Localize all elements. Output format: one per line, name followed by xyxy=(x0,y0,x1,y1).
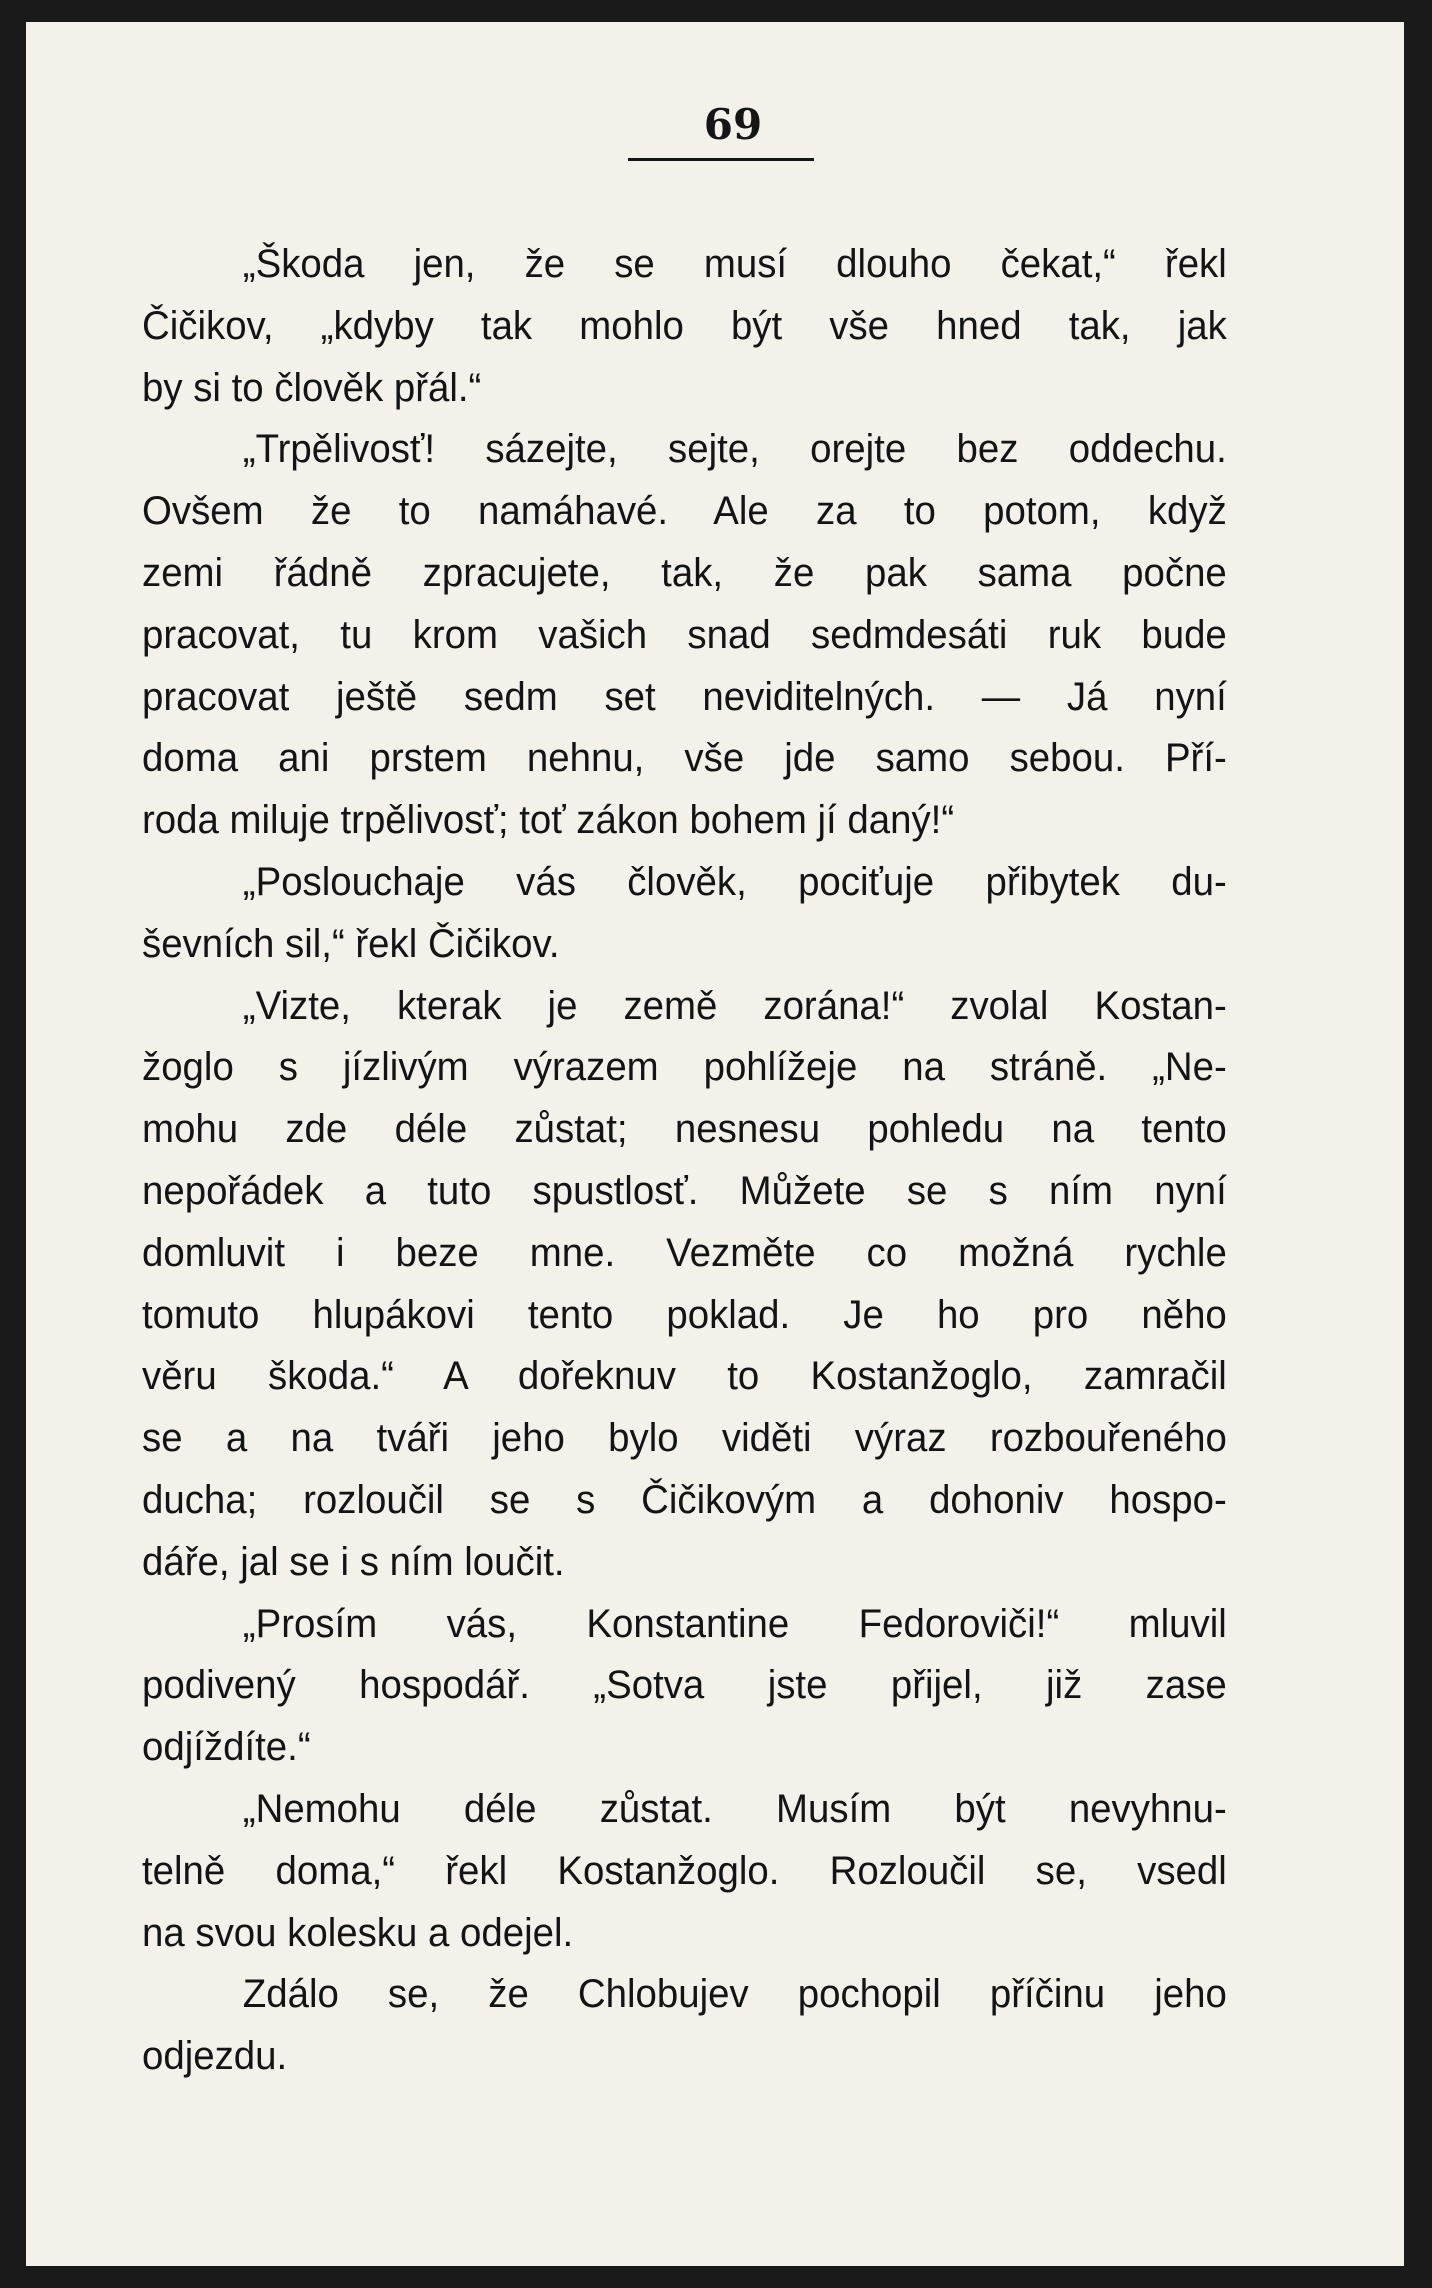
text-line: by si to člověk přál.“ xyxy=(142,365,482,410)
text-line: „Nemohu déle zůstat. Musím být nevyhnu- xyxy=(242,1786,1227,1831)
text-line: domluvit i beze mne. Vezměte co možná rychle xyxy=(142,1230,1227,1275)
text-line: doma ani prstem nehnu, vše jde samo sebou. Pří- xyxy=(142,736,1227,781)
text-line: pracovat ještě sedm set neviditelných. — Já nyní xyxy=(142,674,1227,719)
text-line: Zdálo se, že Chlobujev pochopil příčinu jeho xyxy=(242,1972,1227,2017)
text-line: mohu zde déle zůstat; nesnesu pohledu na tento xyxy=(142,1107,1227,1152)
text-line: „Škoda jen, že se musí dlouho čekat,“ řekl xyxy=(242,242,1227,286)
text-line: pracovat, tu krom vašich snad sedmdesáti ruk bude xyxy=(142,612,1227,657)
header-rule xyxy=(628,158,814,161)
text-line: tomuto hlupákovi tento poklad. Je ho pro něho xyxy=(142,1292,1227,1337)
page-number: 69 xyxy=(703,100,763,149)
text-line: na svou kolesku a odejel. xyxy=(142,1910,574,1955)
text-line: „Vizte, kterak je země zorána!“ zvolal Kostan- xyxy=(242,983,1227,1028)
book-page xyxy=(26,22,1404,2266)
text-line: telně doma,“ řekl Kostanžoglo. Rozloučil se, vsedl xyxy=(142,1848,1227,1893)
text-line: věru škoda.“ A dořeknuv to Kostanžoglo, zamračil xyxy=(142,1354,1227,1399)
text-line: „Poslouchaje vás člověk, pociťuje přibytek du- xyxy=(242,859,1227,904)
text-line: nepořádek a tuto spustlosť. Můžete se s ním nyní xyxy=(142,1168,1227,1213)
text-line: žoglo s jízlivým výrazem pohlížeje na stráně. „Ne- xyxy=(142,1045,1227,1090)
text-line: se a na tváři jeho bylo viděti výraz rozbouřeného xyxy=(142,1416,1227,1461)
text-line: zemi řádně zpracujete, tak, že pak sama počne xyxy=(142,550,1227,595)
text-line: Ovšem že to namáhavé. Ale za to potom, když xyxy=(142,489,1227,534)
text-line: dáře, jal se i s ním loučit. xyxy=(142,1539,565,1584)
text-line: odjezdu. xyxy=(142,2034,288,2079)
text-line: Čičikov, „kdyby tak mohlo být vše hned tak, jak xyxy=(142,303,1227,348)
body-text xyxy=(142,234,1227,2088)
text-line: roda miluje trpělivosť; toť zákon bohem jí daný!“ xyxy=(142,798,955,843)
text-line: odjíždíte.“ xyxy=(142,1725,311,1770)
text-line: „Trpělivosť! sázejte, sejte, orejte bez oddechu. xyxy=(242,427,1227,472)
text-line: ševních sil,“ řekl Čičikov. xyxy=(142,921,560,966)
text-line: „Prosím vás, Konstantine Fedoroviči!“ mluvil xyxy=(242,1601,1227,1646)
text-line: podivený hospodář. „Sotva jste přijel, již zase xyxy=(142,1663,1227,1708)
text-line: ducha; rozloučil se s Čičikovým a dohoniv hospo- xyxy=(142,1477,1227,1522)
